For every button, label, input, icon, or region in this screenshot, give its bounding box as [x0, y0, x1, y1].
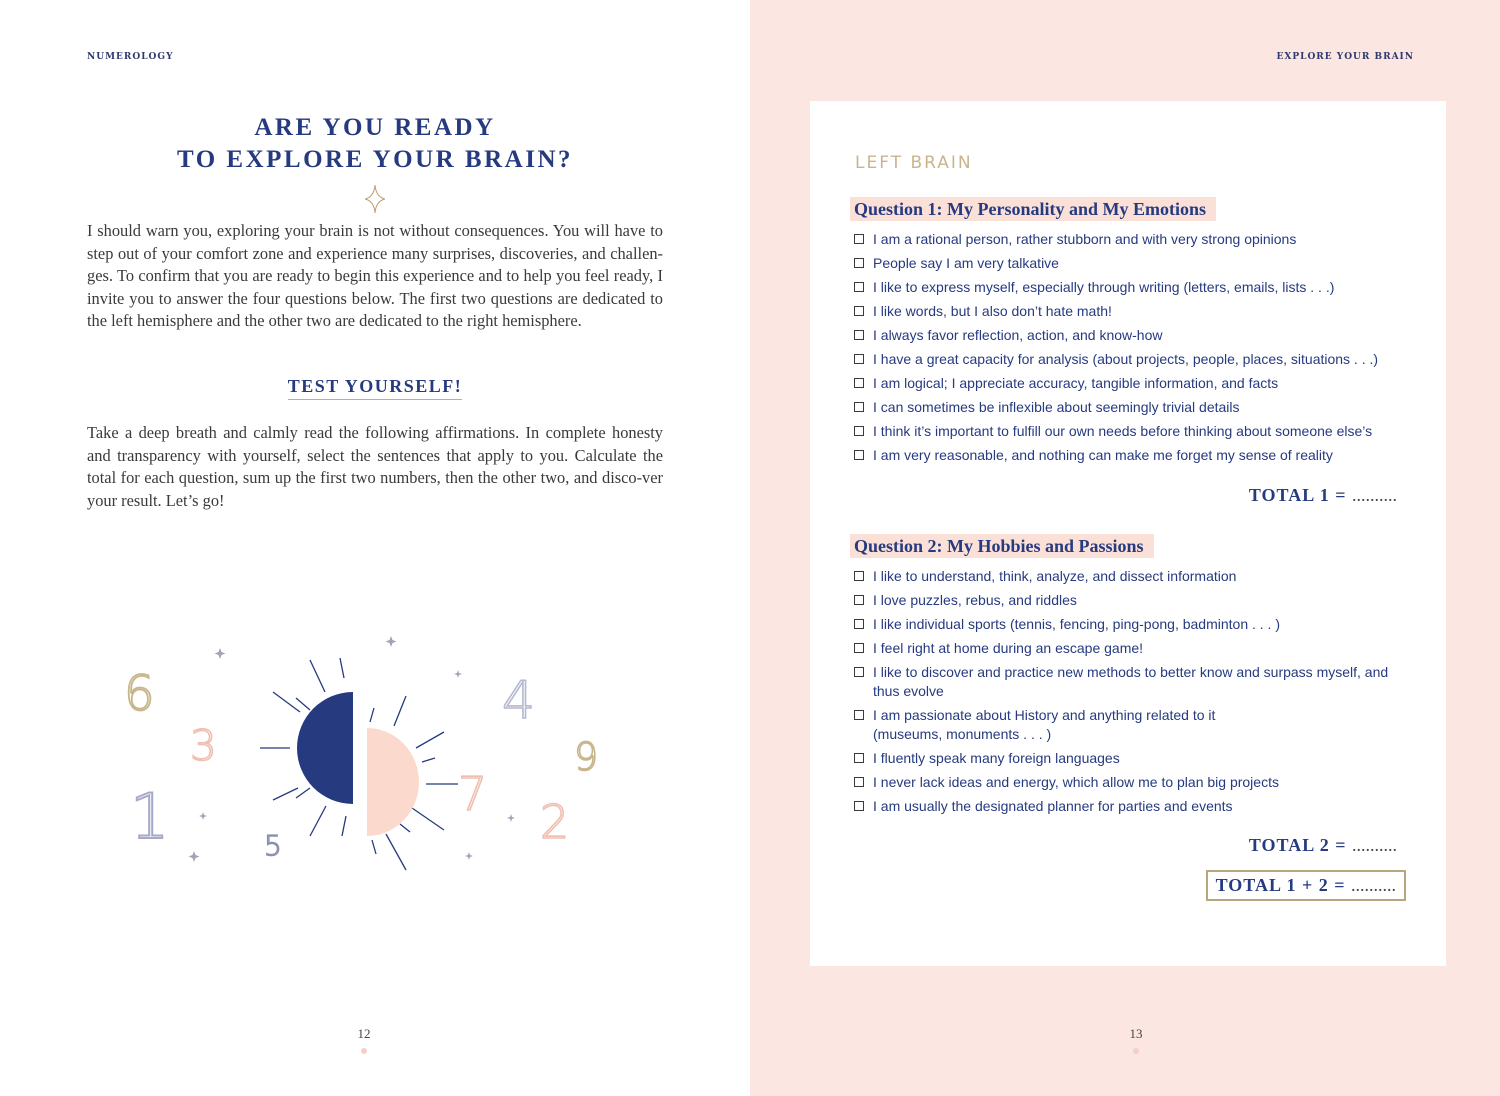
- checklist-item-label: I am logical; I appreciate accuracy, tangible information, and facts: [873, 375, 1279, 391]
- checkbox[interactable]: [854, 643, 864, 653]
- checklist-item-label: I like words, but I also don’t hate math!: [873, 303, 1112, 319]
- digit-1: 1: [130, 780, 170, 853]
- checkbox[interactable]: [854, 801, 864, 811]
- checklist-item-label: I never lack ideas and energy, which allow me to plan big projects: [873, 774, 1279, 790]
- total-1: [1249, 485, 1397, 506]
- checkbox[interactable]: [854, 306, 864, 316]
- checklist-item-label: I am a rational person, rather stubborn and with very strong opinions: [873, 231, 1297, 247]
- page-dot-right: [1133, 1048, 1139, 1054]
- digit-5: 5: [264, 829, 282, 862]
- checklist-item[interactable]: [854, 398, 1414, 417]
- question-1-heading: Question 1: My Personality and My Emotions: [850, 197, 1216, 221]
- left-hemisphere-shape: [297, 692, 353, 804]
- checklist-item[interactable]: [854, 446, 1414, 465]
- checklist-item[interactable]: [854, 567, 1414, 586]
- checkbox[interactable]: [854, 667, 864, 677]
- checkbox[interactable]: [854, 378, 864, 388]
- checkbox[interactable]: [854, 753, 864, 763]
- page-dot-left: [361, 1048, 367, 1054]
- checkbox[interactable]: [854, 710, 864, 720]
- brain-sun-illustration: [110, 620, 610, 890]
- checklist-item-label: I have a great capacity for analysis (about projects, people, places, situations . . .): [873, 351, 1379, 367]
- question-2-list: [854, 567, 1414, 821]
- subtitle: [87, 376, 663, 397]
- checklist-item-label: I like individual sports (tennis, fencing, ping-pong, badminton . . . ): [873, 616, 1280, 632]
- checklist-item[interactable]: [854, 706, 1243, 744]
- checklist-item[interactable]: [854, 374, 1414, 393]
- grand-total-blank[interactable]: ..........: [1351, 875, 1396, 895]
- checklist-item-label: I am passionate about History and anything related to it (museums, monuments . . . ): [873, 707, 1216, 742]
- question-1-list: [854, 230, 1414, 470]
- checkbox[interactable]: [854, 595, 864, 605]
- checklist-item-label: I am very reasonable, and nothing can make me forget my sense of reality: [873, 447, 1333, 463]
- checklist-item[interactable]: [854, 639, 1414, 658]
- instructions-paragraph: Take a deep breath and calmly read the following affirmations. In complete honesty and transparency with yourself, select the sentences that apply to you. Calculate the total for each question, sum up the first two numbers, then the other two, and disco-ver your result. Let’s go!: [87, 423, 663, 510]
- sparkle-icon: [365, 185, 385, 213]
- grand-total-label: TOTAL 1 + 2 =: [1215, 875, 1346, 895]
- checklist-item-label: I love puzzles, rebus, and riddles: [873, 592, 1077, 608]
- quiz-card: [810, 101, 1446, 966]
- checklist-item-label: I like to express myself, especially through writing (letters, emails, lists . . .): [873, 279, 1335, 295]
- checklist-item[interactable]: [854, 615, 1414, 634]
- card-heading: LEFT BRAIN: [855, 153, 973, 173]
- checklist-item-label: I like to discover and practice new methods to better know and surpass myself, and thus evolve: [873, 664, 1389, 699]
- checklist-item-label: I can sometimes be inflexible about seemingly trivial details: [873, 399, 1240, 415]
- checkbox[interactable]: [854, 426, 864, 436]
- running-head-right: EXPLORE YOUR BRAIN: [1276, 52, 1414, 62]
- checklist-item-label: I think it’s important to fulfill our own needs before thinking about someone else’s: [873, 423, 1373, 439]
- checklist-item[interactable]: [854, 230, 1414, 249]
- checklist-item[interactable]: [854, 326, 1414, 345]
- checklist-item-label: People say I am very talkative: [873, 255, 1059, 271]
- total-2-label: TOTAL 2 =: [1248, 835, 1347, 855]
- digit-6: 6: [124, 666, 155, 722]
- subtitle-text: TEST YOURSELF!: [288, 376, 463, 400]
- checklist-item-label: I feel right at home during an escape game!: [873, 640, 1144, 656]
- right-page: [750, 0, 1500, 1096]
- page-title: [87, 112, 663, 176]
- total-1-blank[interactable]: ..........: [1352, 485, 1397, 505]
- checklist-item-label: I always favor reflection, action, and know-how: [873, 327, 1163, 343]
- checklist-item[interactable]: [854, 254, 1414, 273]
- checklist-item[interactable]: [854, 350, 1414, 369]
- checkbox[interactable]: [854, 450, 864, 460]
- checkbox[interactable]: [854, 402, 864, 412]
- checkbox[interactable]: [854, 258, 864, 268]
- running-head-left: NUMEROLOGY: [87, 52, 174, 62]
- intro-paragraph: I should warn you, exploring your brain is not without consequences. You will have to step out of your comfort zone and experience many surprises, discoveries, and challen-ges. To confirm that you are ready to begin this experience and to help you feel ready, I invite you to answer the four questions below. The first two questions are dedicated to the left hemisphere and the other two are dedicated to the right hemisphere.: [87, 221, 663, 331]
- checklist-item-label: I fluently speak many foreign languages: [873, 750, 1120, 766]
- question-2-heading: Question 2: My Hobbies and Passions: [850, 534, 1154, 558]
- title-line-2: TO EXPLORE YOUR BRAIN?: [176, 146, 573, 173]
- page-number-left: 12: [357, 1026, 371, 1041]
- checkbox[interactable]: [854, 234, 864, 244]
- checkbox[interactable]: [854, 330, 864, 340]
- checklist-item[interactable]: [854, 422, 1414, 441]
- checklist-item[interactable]: [854, 278, 1414, 297]
- checklist-item-label: I like to understand, think, analyze, and dissect information: [873, 568, 1237, 584]
- right-hemisphere-shape: [367, 728, 419, 836]
- digit-7: 7: [458, 767, 488, 821]
- digit-3: 3: [190, 721, 217, 770]
- checklist-item-label: I am usually the designated planner for parties and events: [873, 798, 1233, 814]
- checkbox[interactable]: [854, 282, 864, 292]
- checkbox[interactable]: [854, 619, 864, 629]
- digit-4: 4: [502, 671, 536, 731]
- total-1-label: TOTAL 1 =: [1248, 485, 1347, 505]
- checklist-item[interactable]: [854, 663, 1393, 701]
- checklist-item[interactable]: [854, 302, 1414, 321]
- title-line-1: ARE YOU READY: [254, 114, 496, 141]
- total-2-blank[interactable]: ..........: [1352, 835, 1397, 855]
- checkbox[interactable]: [854, 571, 864, 581]
- checklist-item[interactable]: [854, 773, 1414, 792]
- checkbox[interactable]: [854, 354, 864, 364]
- checklist-item[interactable]: [854, 749, 1414, 768]
- digit-9: 9: [574, 735, 599, 779]
- checkbox[interactable]: [854, 777, 864, 787]
- digit-2: 2: [540, 795, 570, 849]
- checklist-item[interactable]: [854, 591, 1414, 610]
- total-2: [1249, 835, 1397, 856]
- page-number-right: 13: [1129, 1026, 1143, 1041]
- checklist-item[interactable]: [854, 797, 1414, 816]
- grand-total-box: [1206, 870, 1406, 901]
